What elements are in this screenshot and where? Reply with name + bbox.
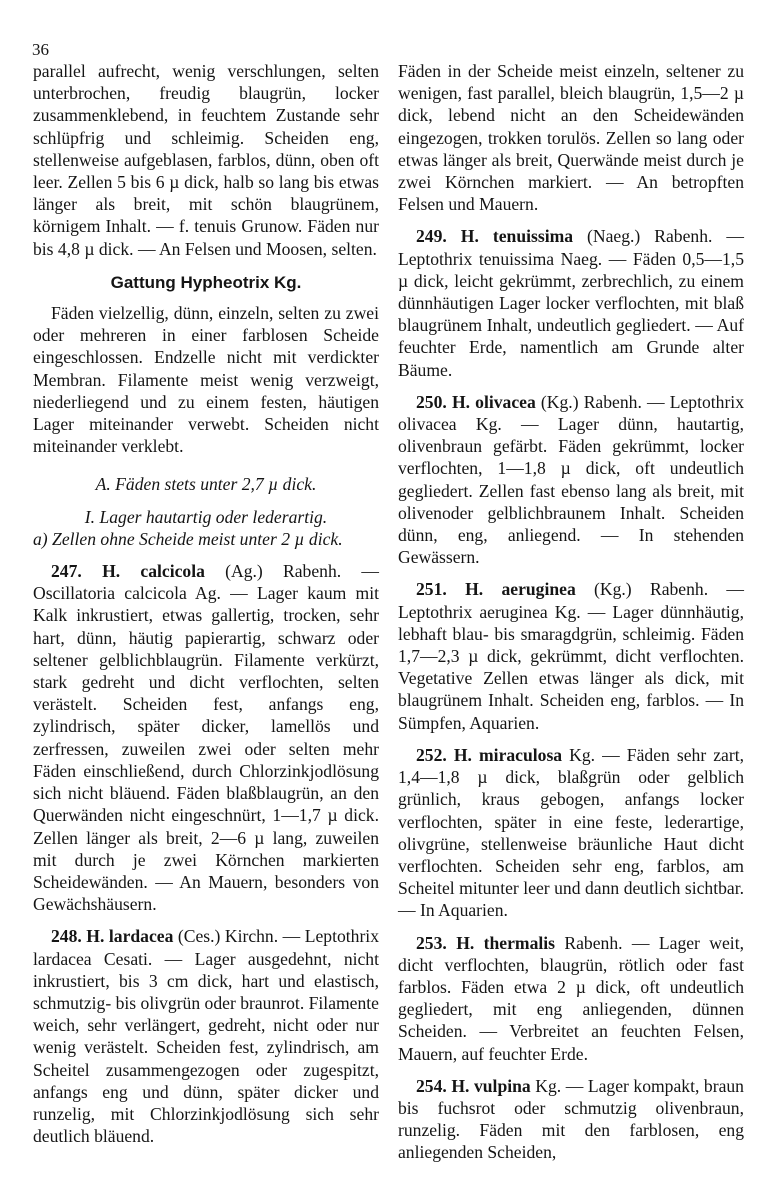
species-254 <box>398 1075 744 1164</box>
species-text: (Naeg.) Rabenh. — Leptothrix tenuissima Naeg. — Fäden 0,5—1,5 µ dick, leicht gekrümmt, zerbrechlich, zu einem dünnhäutigen Lager locker verflochten, mit blaß blaugrünem Inhalt, undeutlich gegliedert. — Auf feuchter Erde, namentlich am Grunde alter Bäume. <box>398 226 744 380</box>
species-text: (Kg.) Rabenh. — Leptothrix aeruginea Kg. — Lager dünnhäutig, lebhaft blau- bis smaragdgrün, schleimig. Fäden 1,7—2,3 µ dick, gekrümmt, dicht verflochten. Vegetative Zellen etwas länger als dick, mit blaugrünem Inhalt. Scheiden eng, farblos. — In Sümpfen, Aquarien. <box>398 579 744 733</box>
page-number: 36 <box>32 40 49 59</box>
species-name: H. olivacea <box>451 391 536 412</box>
species-number: 247. <box>51 561 82 582</box>
species-247 <box>33 560 379 915</box>
species-text: Kg. — Fäden sehr zart, 1,4—1,8 µ dick, blaßgrün oder gelblich grünlich, kraus gebogen, anfangs locker verflochten, später in eine feste, lederartige, olivgrüne, stellenweise bräunliche Haut dicht verflochten. Scheiden sehr eng, farblos, am Scheitel mitunter leer und dann deutlich sichtbar. — In Aquarien. <box>398 744 745 921</box>
genus-heading: Gattung Hypheotrix Kg. <box>110 272 302 292</box>
species-text: (Kg.) Rabenh. — Leptothrix olivacea Kg. — Lager dünn, hautartig, olivenbraun gefärbt. Fäden gekrümmt, locker verflochten, 1—1,8 µ dick, oft undeutlich gegliedert. Zellen fast ebenso lang als breit, mit olivenoder gelblichbraunem Inhalt. Scheiden dünn, eng, anliegend. — In stehenden Gewässern. <box>398 391 744 568</box>
right-column <box>398 60 744 1164</box>
species-name: H. lardacea <box>86 926 174 947</box>
species-number: 254. <box>416 1075 447 1096</box>
species-number: 253. <box>416 932 447 953</box>
key-i: I. Lager hautartig oder lederartig. <box>84 506 328 527</box>
species-number: 252. <box>416 744 447 765</box>
species-text: (Ces.) Kirchn. — Leptothrix lardacea Cesati. — Lager ausgedehnt, nicht inkrustiert, bis 3 cm dick, hart und elastisch, schmutzig- bis olivgrün oder braunrot. Filamente weich, sehr verlängert, gedreht, nicht oder nur wenig verästelt. Scheiden fest, zylindrisch, am Scheitel zusammengezogen oder zugespitzt, anfangs eng und dünn, später dicker und runzelig, mit Chlorzinkjodlösung sich sehr deutlich bläuend. <box>33 926 379 1147</box>
species-250 <box>398 391 744 569</box>
genus-description: Fäden vielzellig, dünn, einzeln, selten zu zwei oder mehreren in einer farblosen Scheide eingeschlossen. Endzelle nicht mit verdickter Membran. Filamente meist wenig verzweigt, niederliegend und zu einem festen, häutigen Lager miteinander verwebt. Scheiden nicht miteinander verklebt. <box>33 303 379 457</box>
species-number: 250. <box>416 391 447 412</box>
key-a: A. Fäden stets unter 2,7 µ dick. <box>95 474 317 495</box>
intro-paragraph: parallel aufrecht, wenig verschlungen, selten unterbrochen, freudig blaugrün, locker zusammenklebend, in feuchtem Zustande sehr schlüpfrig und schleimig. Scheiden eng, stellenweise aufgeblasen, farblos, dünn, oben oft leer. Zellen 5 bis 6 µ dick, halb so lang bis etwas länger als breit, mit schön blaugrünem, körnigem Inhalt. — f. tenuis Grunow. Fäden nur bis 4,8 µ dick. — An Felsen und Moosen, selten. <box>33 61 379 259</box>
species-name: H. aeruginea <box>465 579 576 600</box>
left-column <box>33 60 379 1147</box>
species-name: H. tenuissima <box>460 226 574 247</box>
species-number: 248. <box>51 926 82 947</box>
species-253 <box>398 932 744 1065</box>
key-a-small: a) Zellen ohne Scheide meist unter 2 µ dick. <box>33 528 343 549</box>
species-text: Kg. — Lager kompakt, braun bis fuchsrot oder schmutzig olivenbraun, runzelig. Fäden mit den farblosen, eng anliegenden Scheiden, <box>398 1075 744 1163</box>
species-name: H. miraculosa <box>453 744 563 765</box>
species-249 <box>398 225 744 380</box>
species-name: H. calcicola <box>102 561 205 582</box>
species-252 <box>398 744 744 922</box>
species-number: 249. <box>416 226 447 247</box>
species-251 <box>398 578 744 733</box>
species-text: Rabenh. — Lager weit, dicht verflochten, blaugrün, rötlich oder fast farblos. Fäden etwa 2 µ dick, oft undeutlich gegliedert, mit eng anliegenden, dünnen Scheiden. — Verbreitet an feuchten Felsen, Mauern, auf feuchter Erde. <box>398 932 744 1064</box>
species-name: H. thermalis <box>456 932 555 953</box>
species-name: H. vulpina <box>451 1075 531 1096</box>
species-248 <box>33 925 379 1147</box>
species-text: (Ag.) Rabenh. — Oscillatoria calcicola Ag. — Lager kaum mit Kalk inkrustiert, etwas gallertig, trocken, sehr hart, dünn, häutig papierartig, schwarz oder seltener gelblichblaugrün. Filamente verkürzt, stark gedreht und dicht verflochten, selten verästelt. Scheiden fest, anfangs eng, zylindrisch, später dicker, lamellös und zerfressen, zuweilen zwei oder selten mehr Fäden einschließend, durch Chlorzinkjodlösung sich nicht bläuend. Fäden blaßblaugrün, an den Querwänden nicht eingeschnürt, 1—1,7 µ dick. Zellen länger als breit, 2—6 µ lang, zuweilen mit durch je zwei Körnchen markierten Scheidewänden. — An Mauern, besonders von Gewächshäusern. <box>33 561 379 915</box>
continuation-paragraph: Fäden in der Scheide meist einzeln, seltener zu wenigen, fast parallel, bleich blaugrün, 1,5—2 µ dick, lebend nicht an den Scheidewänden eingezogen, trokken torulös. Zellen so lang oder etwas länger als breit, Querwände meist durch je zwei Körnchen markiert. — An betropften Felsen und Mauern. <box>398 61 744 215</box>
species-number: 251. <box>416 579 447 600</box>
